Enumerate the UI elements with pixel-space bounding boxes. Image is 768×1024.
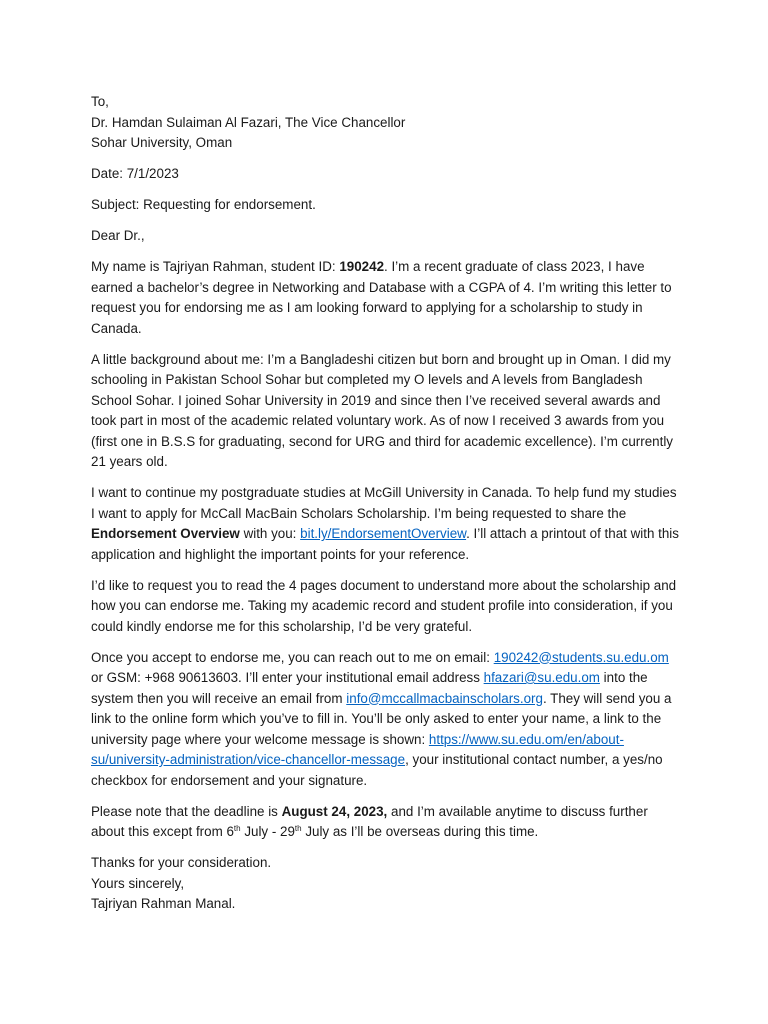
letter-date: Date: 7/1/2023: [91, 166, 179, 181]
paragraph-deadline: Please note that the deadline is August 24, 2023, and I’m available anytime to discuss further about this except from 6th July - 29th July as I’ll be overseas during this time.: [91, 803, 648, 839]
recipient-organization: Sohar University, Oman: [91, 135, 233, 150]
deadline-date: August 24, 2023,: [281, 803, 388, 819]
closing-sign-off: Yours sincerely,: [91, 875, 185, 891]
paragraph-studies: I want to continue my postgraduate studies at McGill University in Canada. To help fund my studies I want to apply for McCall MacBain Scholars Scholarship. I’m being requested to share the Endorsement Overview with you: bit.ly/EndorsementOverview. I’ll attach a printout of that with this application and highlight the important points for your reference.: [91, 485, 679, 562]
closing-name: Tajriyan Rahman Manal.: [91, 896, 236, 911]
paragraph-background: A little background about me: I’m a Bangladeshi citizen but born and brought up in Oman. I did my schooling in Pakistan School Sohar but completed my O levels and A levels from Bangladesh School Sohar. I joined Sohar University in 2019 and since then I’ve received several awards and took part in most of the academic related voluntary work. As of now I received 3 awards from you (first one in B.S.S for graduating, second for URG and third for academic excellence). I’m currently 21 years old.: [91, 351, 674, 469]
paragraph-introduction: My name is Tajriyan Rahman, student ID: 190242. I’m a recent graduate of class 2023, I have earned a bachelor’s degree in Networking and Database with a CGPA of 4. I’m writing this letter to request you for endorsing me as I am looking forward to applying for a scholarship to study in Canada.: [91, 259, 672, 336]
recipient-name: Dr. Hamdan Sulaiman Al Fazari, The Vice Chancellor: [91, 114, 406, 130]
institutional-email-link[interactable]: hfazari@su.edu.om: [483, 670, 600, 685]
paragraph-request: I’d like to request you to read the 4 pages document to understand more about the scholarship and how you can endorse me. Taking my academic record and student profile into consideration, if you could kindly endorse me for this scholarship, I’d be very grateful.: [91, 577, 677, 634]
vice-chancellor-message-link[interactable]: https://www.su.edu.om/en/about-su/university-administration/vice-chancellor-message: [91, 731, 624, 767]
endorsement-overview-link[interactable]: bit.ly/EndorsementOverview: [300, 526, 467, 541]
endorsement-overview-label: Endorsement Overview: [91, 526, 240, 541]
letter-page: [91, 92, 683, 915]
salutation-to: To,: [91, 94, 109, 109]
scholars-email-link[interactable]: info@mccallmacbainscholars.org: [346, 690, 543, 706]
closing-thanks: Thanks for your consideration.: [91, 855, 272, 870]
student-id: 190242: [339, 259, 385, 274]
letter-subject: Subject: Requesting for endorsement.: [91, 197, 316, 212]
paragraph-contact: Once you accept to endorse me, you can reach out to me on email: 190242@students.su.edu.om or GSM: +968 90613603. I’ll enter your institutional email address hfazari@su.edu.om into the system then you will receive an email from info@mccallmacbainscholars.org. They will send you a link to the online form which you’ve to fill in. You’ll be only asked to enter your name, a link to the university page where your welcome message is shown: https://www.su.edu.om/en/about-su/university-administration/vice-chancellor-message, your institutional contact number, a yes/no checkbox for endorsement and your signature.: [91, 649, 672, 788]
student-email-link[interactable]: 190242@students.su.edu.om: [493, 649, 669, 665]
letter-greeting: Dear Dr.,: [91, 228, 145, 243]
